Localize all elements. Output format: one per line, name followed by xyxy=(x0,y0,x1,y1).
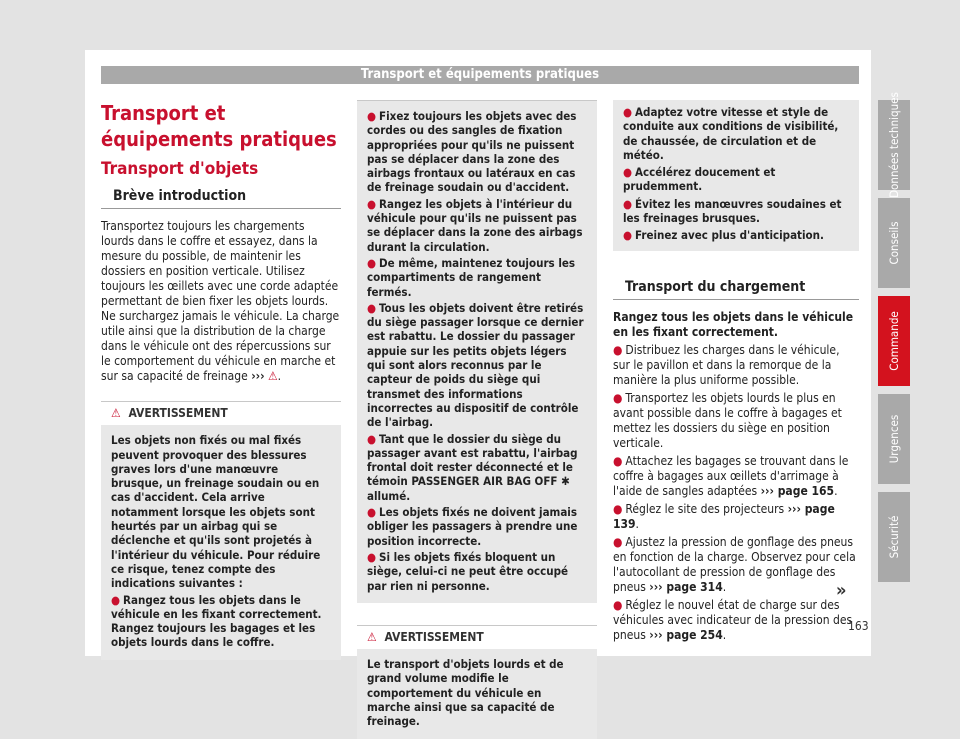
bullet-icon: ● xyxy=(613,534,623,549)
bullet-icon: ● xyxy=(367,505,377,520)
bullet-icon: ● xyxy=(367,109,377,123)
tab-commande[interactable]: Commande xyxy=(878,296,910,386)
tab-securite[interactable]: Sécurité xyxy=(878,492,910,582)
warning-item: ● Si les objets fixés bloquent un siège, celui-ci ne peut être occupé par rien ni personne. xyxy=(367,549,569,593)
warning-item: ● Freinez avec plus d'anticipation. xyxy=(623,228,824,243)
list-item: ● Transportez les objets lourds le plus en avant possible dans le coffre à bagages et mettez les dossiers du siège en position verticale. xyxy=(613,390,842,450)
warning-item: ● Les objets fixés ne doivent jamais obliger les passagers à prendre une position incorrecte. xyxy=(367,505,578,548)
warning-triangle-icon: ⚠ xyxy=(367,629,377,644)
warning-item: ● Rangez tous les objets dans le véhicule en les fixant correctement. Rangez toujours les bagages et les objets lourds dans le coffre. xyxy=(111,592,322,650)
bullet-icon: ● xyxy=(623,105,633,119)
warning-item: ● De même, maintenez toujours les compartiments de rangement fermés. xyxy=(367,255,576,299)
warning-item: ● Rangez les objets à l'intérieur du véhicule pour qu'ils ne puissent pas se déplacer dans la zone des airbags durant la circulation. xyxy=(367,196,583,254)
warning-box xyxy=(101,401,341,660)
section-title: Transport d'objets xyxy=(101,159,259,179)
bullet-icon: ● xyxy=(367,549,377,564)
warning-reference-link[interactable]: ››› xyxy=(251,369,265,383)
bullet-icon: ● xyxy=(367,431,377,446)
warning-header xyxy=(357,626,597,649)
warning-item: ● Évitez les manœuvres soudaines et les freinages brusques. xyxy=(623,196,842,226)
list-item: ● Réglez le site des projecteurs ››› page 139. xyxy=(613,501,835,531)
bullet-icon: ● xyxy=(367,300,377,315)
bullet-icon: ● xyxy=(623,165,633,180)
warning-text: Le transport d'objets lourds et de grand volume modifie le comportement du véhicule en marche ainsi que sa capacité de freinage. xyxy=(367,657,564,729)
page-link[interactable]: ››› page 314 xyxy=(649,579,723,594)
subsection-heading-rule xyxy=(101,186,341,209)
bullet-icon: ● xyxy=(613,342,623,357)
warning-text: Les objets non fixés ou mal fixés peuvent provoquer des blessures graves lors d'une manœuvre brusque, un freinage soudain ou en cas d'accident. Cela arrive notamment lorsque les objets sont heurtés par un airbag qui se déclenche et qu'ils sont projetés à l'intérieur du véhicule. Pour réduire ce risque, tenez compte des indications suivantes : xyxy=(111,433,321,591)
page-link[interactable]: ››› page 139 xyxy=(613,501,835,531)
warning-triangle-icon: ⚠ xyxy=(267,369,278,383)
warning-title: AVERTISSEMENT xyxy=(128,406,228,420)
bullet-icon: ● xyxy=(367,255,377,270)
bullet-icon: ● xyxy=(613,390,623,405)
tab-conseils[interactable]: Conseils xyxy=(878,198,910,288)
warning-item: ● Tous les objets doivent être retirés du siège passager lorsque ce dernier est rabattu. Le dossier du passager appuie sur les petits objets légers qui sont alors reconnus par le capteur de poids du siège qui transmet des informations incorrectes au dispositif de contrôle de l'airbag. xyxy=(367,300,584,430)
warning-item: ● Tant que le dossier du siège du passager avant est rabattu, l'airbag frontal doit rester déconnecté et le témoin PASSENGER AIR BAG OFF ✱ allumé. xyxy=(367,431,578,503)
warning-item: ● Fixez toujours les objets avec des cordes ou des sangles de fixation appropriées pour qu'ils ne puissent pas se déplacer dans la zone des airbags frontaux ou latéraux en cas de freinage soudain ou d'accident. xyxy=(367,109,577,195)
warning-continuation-box xyxy=(613,100,859,251)
running-header: Transport et équipements pratiques xyxy=(101,66,859,84)
tab-donnees-techniques[interactable]: Données techniques xyxy=(878,100,910,190)
column-3 xyxy=(613,100,859,643)
bullet-icon: ● xyxy=(613,501,623,516)
column-2 xyxy=(357,100,597,739)
subsection-title: Transport du chargement xyxy=(625,278,806,295)
page-link[interactable]: ››› page 254 xyxy=(649,627,723,642)
bullet-icon: ● xyxy=(613,453,623,468)
subsection-heading-rule xyxy=(613,277,859,300)
column-1 xyxy=(101,100,341,660)
chapter-title: Transport et équipements pratiques xyxy=(101,101,337,151)
bullet-icon: ● xyxy=(623,228,633,243)
warning-item: ● Adaptez votre vitesse et style de conduite aux conditions de visibilité, de chaussée, de circulation et de météo. xyxy=(623,105,839,162)
bullet-icon: ● xyxy=(111,592,121,607)
bullet-icon: ● xyxy=(367,196,377,211)
bullet-icon: ● xyxy=(623,196,633,211)
intro-text: Transportez toujours les chargements lourds dans le coffre et essayez, dans la mesure du possible, de maintenir les dossiers en position verticale. Utilisez toujours les œillets avec une corde adaptée permettant de bien fixer les objets lourds. Ne surchargez jamais le véhicule. La charge utile ainsi que la distribution de la charge dans le véhicule ont des répercussions sur le comportement du véhicule en marche et sur sa capacité de freinage xyxy=(101,219,340,383)
list-item: ● Distribuez les charges dans le véhicule, sur le pavillon et dans la remorque de la manière la plus uniforme possible. xyxy=(613,342,840,387)
page-number: 163 xyxy=(848,619,869,633)
subsection-title: Brève introduction xyxy=(113,188,247,204)
warning-box-2 xyxy=(357,625,597,739)
list-item: ● Attachez les bagages se trouvant dans le coffre à bagages aux œillets d'arrimage à l'aide de sangles adaptées ››› page 165. xyxy=(613,453,849,498)
continue-icon: » xyxy=(836,580,847,601)
warning-title: AVERTISSEMENT xyxy=(384,629,484,644)
warning-item: ● Accélérez doucement et prudemment. xyxy=(623,165,776,194)
warning-continuation-box xyxy=(357,100,597,603)
list-item: ● Réglez le nouvel état de charge sur des véhicules avec indicateur de la pression des pneus ››› page 254. xyxy=(613,597,853,642)
intro-paragraph: Transportez toujours les chargements lourds dans le coffre et essayez, dans la mesure du possible, de maintenir les dossiers en position verticale. Utilisez toujours les œillets avec une corde adaptée permettant de bien fixer les objets lourds. Ne surchargez jamais le véhicule. La charge utile ainsi que la distribution de la charge dans le véhicule ont des répercussions sur le comportement du véhicule en marche et sur sa capacité de freinage ››› ⚠. xyxy=(101,219,340,383)
tab-urgences[interactable]: Urgences xyxy=(878,394,910,484)
warning-triangle-icon: ⚠ xyxy=(111,406,121,420)
warning-header xyxy=(101,402,341,425)
list-item: ● Ajustez la pression de gonflage des pneus en fonction de la charge. Observez pour cela l'autocollant de pression de gonflage des pneus ››› page 314. xyxy=(613,534,856,594)
bullet-icon: ● xyxy=(613,597,623,612)
page-link[interactable]: ››› page 165 xyxy=(760,483,835,498)
intro-text: Rangez tous les objets dans le véhicule en les fixant correctement. xyxy=(613,309,854,339)
